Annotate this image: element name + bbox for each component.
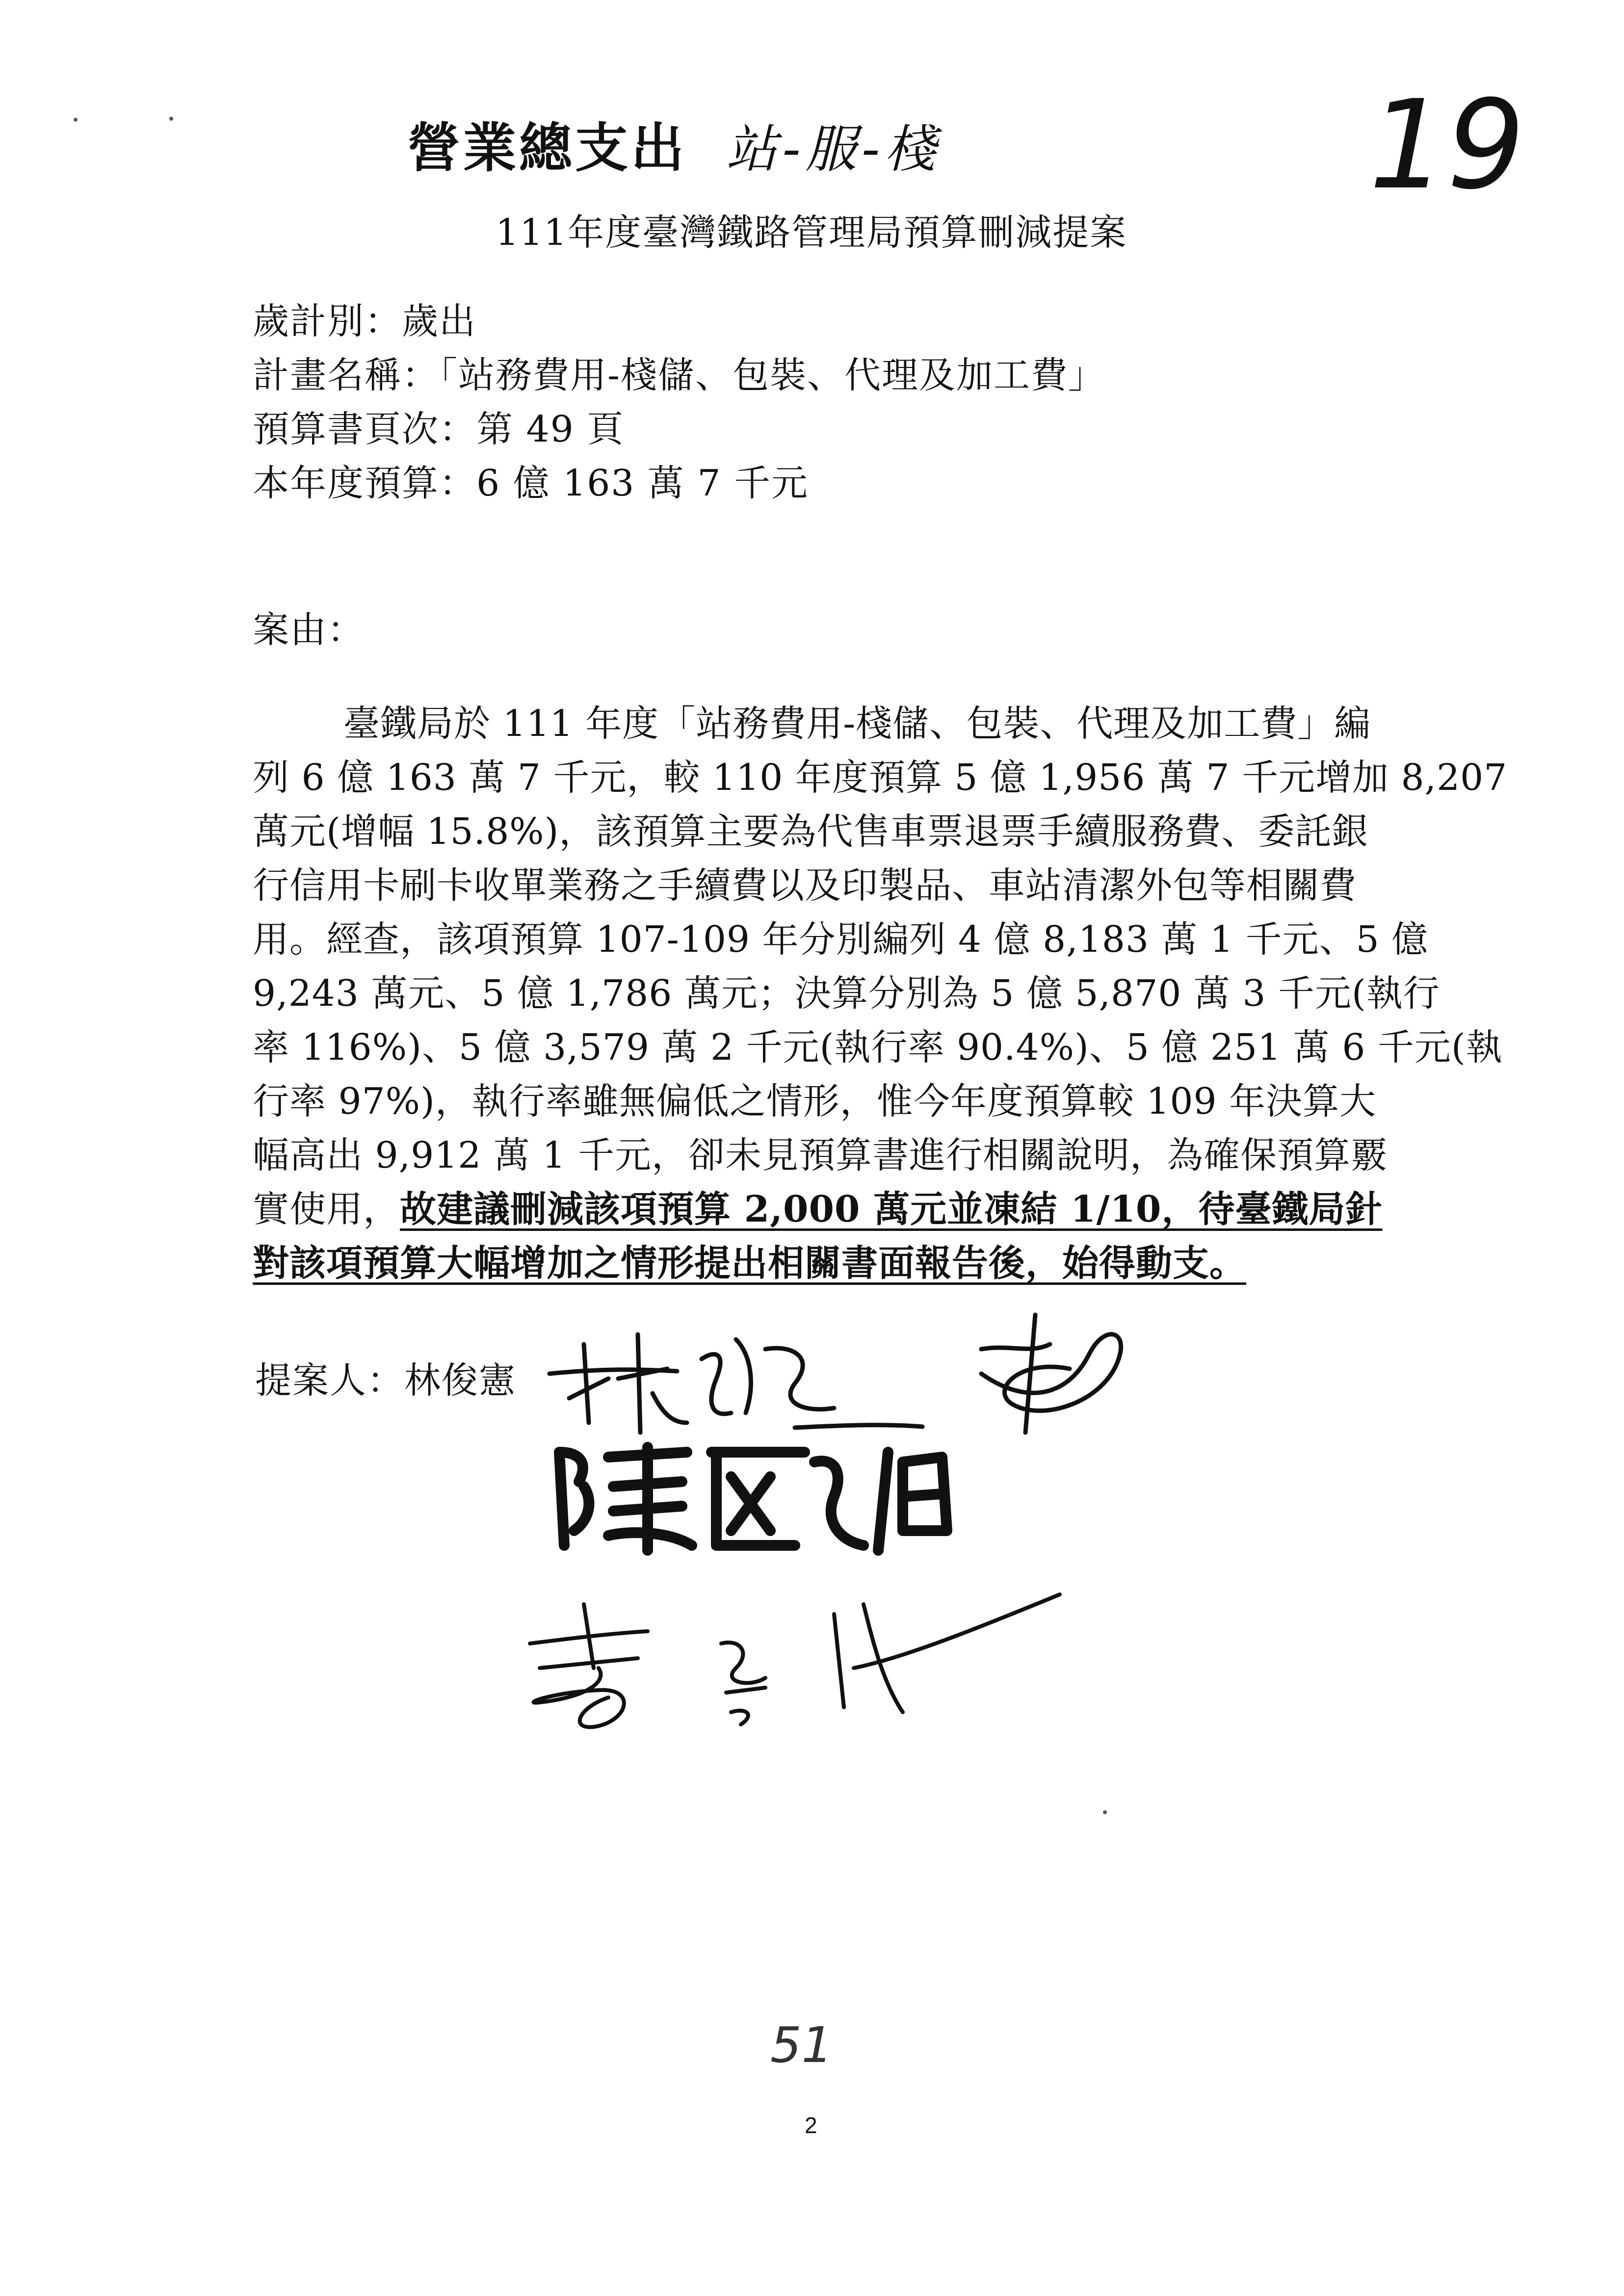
page-number: 2 bbox=[805, 2113, 817, 2138]
body-line: 列 6 億 163 萬 7 千元，較 110 年度預算 5 億 1,956 萬 7 千元增加 8,207 bbox=[253, 757, 1508, 799]
stamp-title: 營業總支出 bbox=[407, 118, 687, 179]
handwritten-page-number: 19 bbox=[1369, 74, 1525, 216]
reason-body bbox=[253, 697, 1508, 1290]
recommendation-text: 故建議刪減該項預算 2,000 萬元並凍結 1/10，待臺鐵局針 bbox=[400, 1188, 1383, 1230]
body-line: 用。經查，該項預算 107-109 年分別編列 4 億 8,183 萬 1 千元、5 億 bbox=[253, 918, 1429, 961]
scan-speck bbox=[169, 117, 173, 121]
body-line: 行率 97%)，執行率雖無偏低之情形，惟今年度預算較 109 年決算大 bbox=[253, 1080, 1377, 1122]
scan-speck bbox=[1103, 1810, 1107, 1814]
body-line: 9,243 萬元、5 億 1,786 萬元；決算分別為 5 億 5,870 萬 3 千元(執行 bbox=[253, 972, 1440, 1015]
reason-label: 案由： bbox=[253, 609, 365, 651]
body-line: 臺鐵局於 111 年度「站務費用-棧儲、包裝、代理及加工費」編 bbox=[343, 703, 1371, 745]
account-type: 歲計別：歲出 bbox=[253, 300, 476, 342]
body-line: 萬元(增幅 15.8%)，該預算主要為代售車票退票手續服務費、委託銀 bbox=[253, 810, 1369, 853]
body-line-prefix: 實使用， bbox=[253, 1188, 400, 1230]
document-title: 111年度臺灣鐵路管理局預算刪減提案 bbox=[496, 211, 1127, 254]
body-line-11 bbox=[253, 1236, 1411, 1290]
recommendation-text-continued: 對該項預算大幅增加之情形提出相關書面報告後，始得動支。 bbox=[253, 1242, 1246, 1284]
body-line: 率 116%)、5 億 3,579 萬 2 千元(執行率 90.4%)、5 億 251 萬 6 千元(執 bbox=[253, 1026, 1503, 1069]
handwritten-category: 站-服-棧 bbox=[726, 119, 941, 179]
signature-chen-oupo bbox=[550, 1433, 957, 1565]
body-line-10 bbox=[253, 1182, 1411, 1236]
proposer: 提案人：林俊憲 bbox=[255, 1359, 516, 1402]
body-line: 幅高出 9,912 萬 1 千元，卻未見預算書進行相關說明，為確保預算覈 bbox=[253, 1134, 1388, 1176]
body-line: 行信用卡刷卡收單業務之手續費以及印製品、車站清潔外包等相關費 bbox=[253, 864, 1357, 907]
budget-meta bbox=[253, 294, 1105, 510]
handwritten-annotation: 51 bbox=[770, 2016, 833, 2074]
annual-budget: 本年度預算：6 億 163 萬 7 千元 bbox=[253, 462, 809, 504]
signature-li-kunze bbox=[510, 1585, 1074, 1737]
budget-page: 預算書頁次：第 49 頁 bbox=[253, 408, 625, 450]
scan-speck bbox=[74, 118, 78, 122]
plan-name: 計畫名稱：「站務費用-棧儲、包裝、代理及加工費」 bbox=[253, 354, 1106, 396]
